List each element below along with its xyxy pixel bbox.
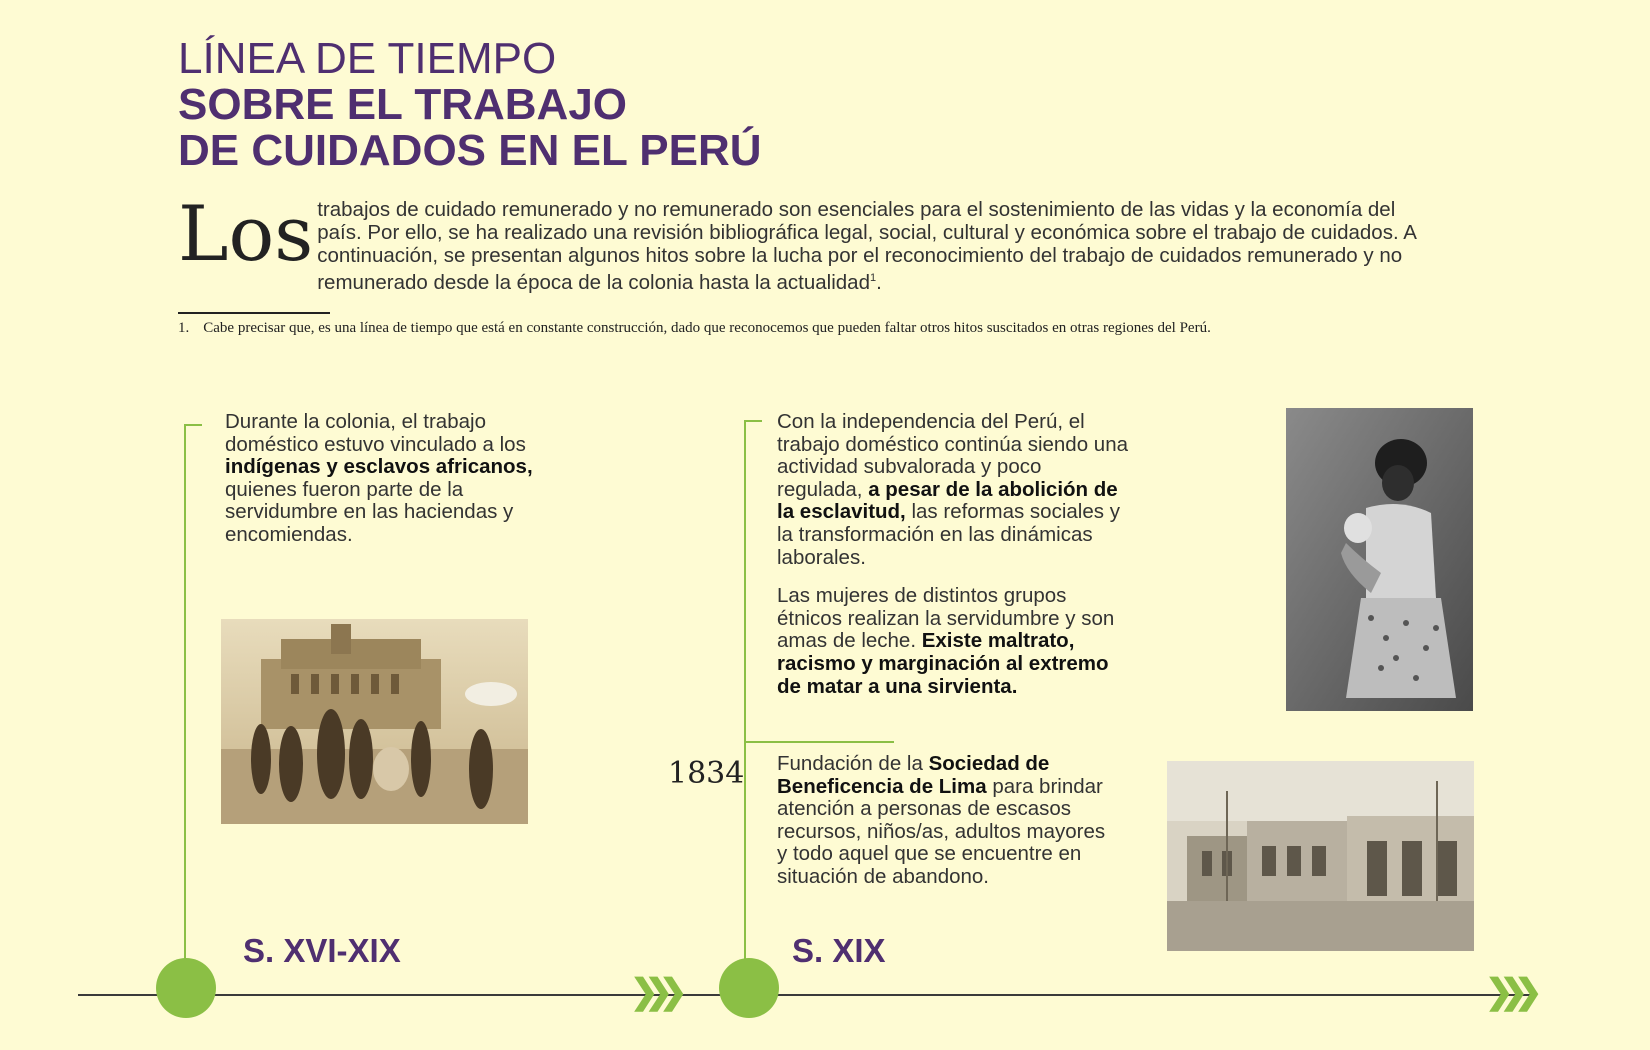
era-label-1: S. XVI-XIX xyxy=(243,932,401,969)
chevron-arrows-icon: ❯❯❯ xyxy=(630,973,674,1011)
page-title xyxy=(178,36,762,174)
section-1-text-a: Durante la colonia, el trabajo doméstico estuvo vinculado a los xyxy=(225,410,526,456)
milestone-text-c: para brindar atención a personas de escasos recursos, niños/as, adultos mayores y todo aquel que se encuentre en situación de abandono. xyxy=(777,774,1106,888)
title-line-3: DE CUIDADOS EN EL PERÚ xyxy=(178,126,762,175)
woman-with-child-photo xyxy=(1286,408,1473,711)
section-2-text-bold: a pesar de la abolición de la esclavitud, xyxy=(777,477,1118,524)
milestone-tick-1834 xyxy=(744,741,894,743)
section-2-text-c: las reformas sociales y la transformación en las dinámicas laborales. xyxy=(777,500,1120,569)
timeline-axis xyxy=(78,994,1533,996)
year-1834: 1834 xyxy=(668,756,745,791)
section-1-text xyxy=(225,411,555,547)
title-line-1: LÍNEA DE TIEMPO xyxy=(178,34,557,83)
timeline-bracket-2 xyxy=(744,420,746,972)
timeline-bracket-2-top xyxy=(744,420,762,422)
footnote-divider xyxy=(178,312,330,314)
intro-text: trabajos de cuidado remunerado y no remunerado son esenciales para el sostenimiento de las vidas y la economía del país. Por ello, se ha realizado una revisión bibliográfica legal, social, cultural y económica sobre el trabajo de cuidados. A continuación, se presentan algunos hitos sobre la lucha por el reconocimiento del trabajo de cuidados remunerado y no remunerado desde la época de la colonia hasta la actualidad xyxy=(317,198,1416,294)
section-1-text-c: quienes fueron parte de la servidumbre en las haciendas y encomiendas. xyxy=(225,477,514,546)
drop-cap: Los xyxy=(178,189,314,278)
timeline-dot-2 xyxy=(719,958,779,1018)
footnote-ref: 1 xyxy=(869,272,877,284)
section-2-text-d: Las mujeres de distintos grupos étnicos realizan la servidumbre y son amas de leche. xyxy=(777,584,1115,653)
era-label-2: S. XIX xyxy=(792,932,886,969)
timeline-bracket-1 xyxy=(184,424,186,972)
intro-end: . xyxy=(876,270,882,294)
section-2-text-bold-2: Existe maltrato, racismo y marginación al extremo de matar a una sirvienta. xyxy=(777,629,1109,698)
chevron-arrows-icon: ❯❯❯ xyxy=(1485,973,1529,1011)
timeline-dot-1 xyxy=(156,958,216,1018)
footnote-number: 1. xyxy=(178,320,190,336)
intro-paragraph xyxy=(178,189,1438,294)
milestone-text-bold: Sociedad de Beneficencia de Lima xyxy=(777,752,1050,798)
footnote-text: Cabe precisar que, es una línea de tiempo que está en constante construcción, dado que reconocemos que pueden faltar otros hitos suscitados en otras regiones del Perú. xyxy=(203,320,1211,336)
beneficencia-building-photo xyxy=(1167,761,1474,951)
title-line-2: SOBRE EL TRABAJO xyxy=(178,80,628,129)
section-1-text-bold: indígenas y esclavos africanos, xyxy=(225,455,533,479)
timeline-bracket-1-top xyxy=(184,424,202,426)
section-2-text xyxy=(777,411,1129,698)
section-2-text-a: Con la independencia del Perú, el trabajo doméstico continúa siendo una actividad subvalorada y poco regulada, xyxy=(777,410,1129,501)
colonial-street-image xyxy=(221,619,528,824)
milestone-1834-text xyxy=(777,753,1117,889)
footnote xyxy=(178,320,1211,337)
milestone-text-a: Fundación de la xyxy=(777,752,929,775)
